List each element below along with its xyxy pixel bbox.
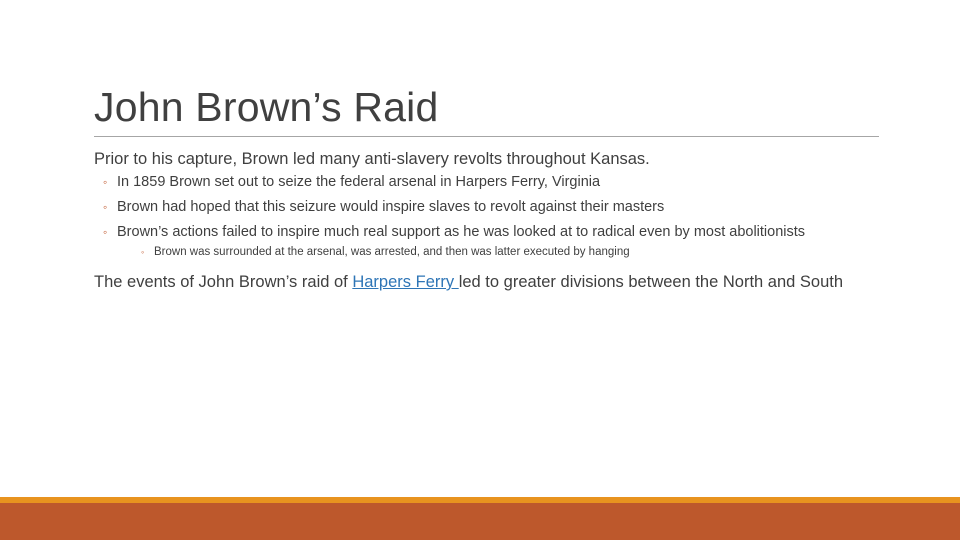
footer-bar [0, 503, 960, 540]
bullet-item [94, 199, 884, 216]
slide-content [94, 148, 884, 310]
conclusion-text-start: The events of John Brown’s raid of [94, 273, 353, 291]
bullet-text: Brown had hoped that this seizure would inspire slaves to revolt against their masters [117, 199, 665, 215]
conclusion-text [94, 271, 884, 293]
sub-bullet-item [117, 245, 884, 259]
conclusion-text-end: led to greater divisions between the North and South [458, 273, 844, 291]
bullet-item [94, 174, 884, 191]
sub-bullet-list [117, 245, 884, 259]
title-divider [94, 136, 879, 137]
bullet-text: Brown’s actions failed to inspire much real support as he was looked at to radical even by most abolitionists [117, 224, 806, 240]
harpers-ferry-link[interactable]: Harpers Ferry [352, 273, 459, 291]
bullet-item [94, 224, 884, 259]
bullet-list [94, 174, 884, 259]
bullet-icon: ◦ [103, 175, 108, 189]
intro-text: Prior to his capture, Brown led many anti-slavery revolts throughout Kansas. [94, 150, 650, 168]
bullet-icon: ◦ [103, 225, 108, 239]
bullet-icon: ◦ [103, 200, 108, 214]
sub-bullet-text: Brown was surrounded at the arsenal, was arrested, and then was latter executed by hanging [154, 246, 630, 258]
slide-title: John Brown’s Raid [94, 84, 439, 130]
sub-bullet-icon: ◦ [141, 247, 145, 257]
bullet-text: In 1859 Brown set out to seize the federal arsenal in Harpers Ferry, Virginia [117, 174, 601, 190]
